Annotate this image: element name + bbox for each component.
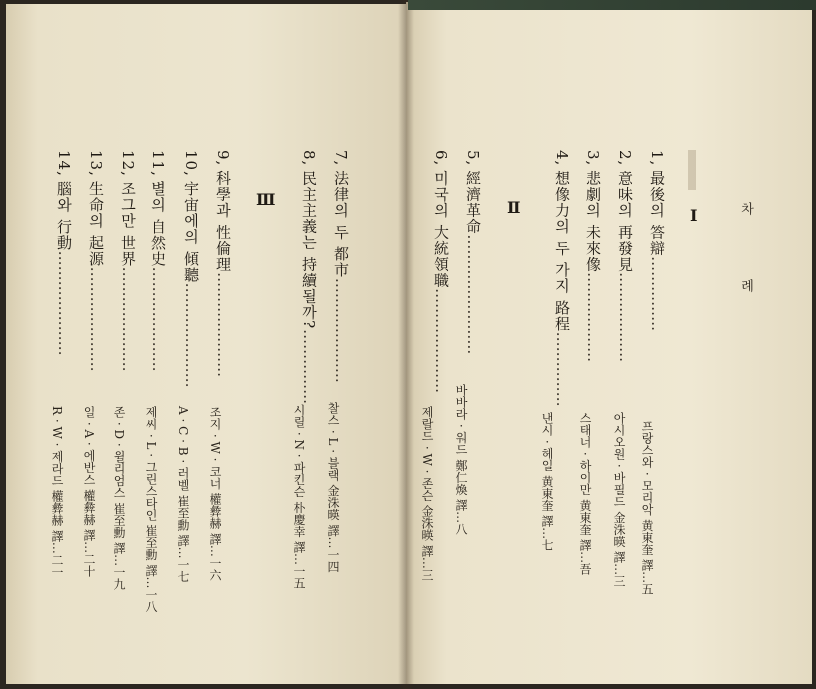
entry-title: 宇宙에의 傾聽 <box>182 180 200 283</box>
cover-edge <box>408 0 816 10</box>
toc-entry-1: 1,最後의 答辯…………… <box>648 150 666 332</box>
toc-credit-5: 바바라 · 워드 鄭仁煥 譯…八 <box>454 384 468 536</box>
toc-credit-6: 제랄드 · W · 존슨 金洙暎 譯…三 <box>420 406 434 581</box>
entry-title: 法律의 두 都市 <box>332 170 350 278</box>
toc-entry-13: 13,生命의 起源………………… <box>87 150 105 372</box>
toc-entry-7: 7,法律의 두 都市………………… <box>332 150 350 383</box>
faint-stamp <box>688 150 696 190</box>
toc-credit-13: 일 · A · 에반스 權彜赫 譯…二十 <box>82 406 96 578</box>
entry-title: 미국의 大統領職 <box>432 170 450 289</box>
toc-credit-9: 조지 · W · 코너 權彜赫 譯…一六 <box>208 406 222 581</box>
part-two-heading: Ⅱ <box>507 198 521 217</box>
book-gutter <box>398 0 414 689</box>
toc-credit-14: R · W · 제라드 權彜赫 譯…二一 <box>50 406 64 578</box>
toc-heading: 차 례 <box>738 202 753 323</box>
toc-credit-7: 찰스 · L · 블랙 金洙暎 譯…一四 <box>326 402 340 573</box>
toc-credit-4: 낸시 · 헤일 黄東奎 譯…七 <box>540 412 554 552</box>
entry-title: 經濟革命 <box>464 170 482 235</box>
toc-entry-3: 3,悲劇의 未來像……………… <box>584 150 602 363</box>
toc-entry-9: 9,科學과 性倫理………………… <box>214 150 232 378</box>
entry-title: 生命의 起源 <box>87 180 105 267</box>
entry-title: 想像力의 두 가지 路程 <box>553 170 571 332</box>
toc-credit-2: 아시오원 · 바필드 金洙暎 譯…三 <box>612 412 626 588</box>
toc-credit-3: 스태너 · 하이만 黄東奎 譯…吾 <box>578 412 592 576</box>
toc-entry-14: 14,腦와 行動………………… <box>55 150 73 356</box>
toc-credit-10: A · C · B · 러벨 崔至勳 譯…一七 <box>176 406 190 583</box>
part-three-heading: Ⅲ <box>256 190 276 209</box>
part-one-heading: Ⅰ <box>690 206 698 225</box>
entry-title: 科學과 性倫理 <box>214 170 232 273</box>
toc-entry-10: 10,宇宙에의 傾聽………………… <box>182 150 200 388</box>
toc-entry-5: 5,經濟革命…………………… <box>464 150 482 355</box>
entry-title: 悲劇의 未來像 <box>584 170 602 273</box>
toc-credit-1: 프랑스와 · 모리악 黄東奎 譯…五 <box>640 420 654 596</box>
toc-entry-2: 2,意味의 再發見……………… <box>616 150 634 363</box>
toc-entry-12: 12,조그만 世界………………… <box>119 150 137 372</box>
toc-credit-8: 시릴 · N · 파킨슨 朴慶幸 譯…一五 <box>292 404 306 590</box>
toc-credit-11: 제씨 · L · 그린스타인 崔至勳 譯…一八 <box>144 406 158 613</box>
entry-title: 意味의 再發見 <box>616 170 634 273</box>
entry-title: 조그만 世界 <box>119 180 137 267</box>
toc-entry-6: 6,미국의 大統領職………………… <box>432 150 450 394</box>
toc-entry-4: 4,想像力의 두 가지 路程…………… <box>553 150 571 407</box>
entry-title: 별의 自然史 <box>149 180 167 267</box>
entry-title: 民主主義는 持續될까? <box>300 170 318 330</box>
toc-entry-8: 8,民主主義는 持續될까?…………… <box>300 150 318 405</box>
entry-title: 腦와 行動 <box>55 180 73 251</box>
entry-title: 最後의 答辯 <box>648 170 666 257</box>
toc-credit-12: 존 · D · 윌리엄스 崔至勳 譯…一九 <box>112 406 126 591</box>
toc-entry-11: 11,별의 自然史………………… <box>149 150 167 372</box>
